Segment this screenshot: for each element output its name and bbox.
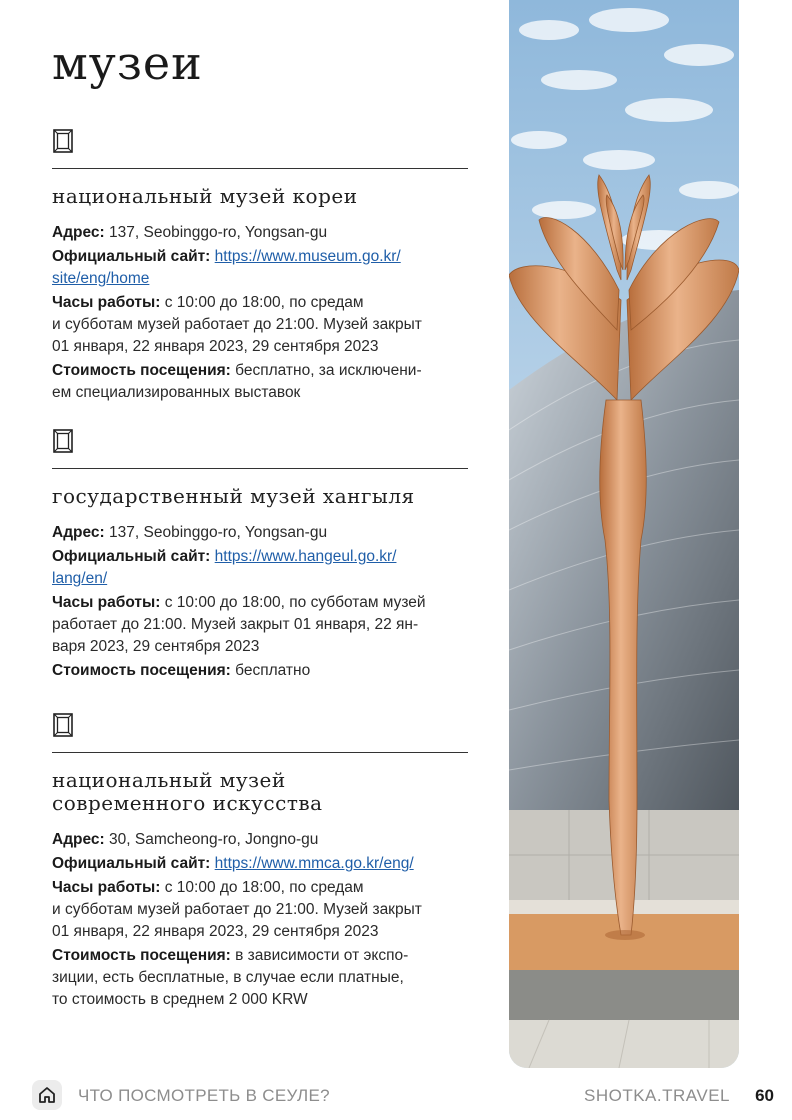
museum-name: национальный музей кореи bbox=[52, 184, 358, 208]
hours-line: Часы работы: с 10:00 до 18:00, по средам и субботам музей работает до 21:00. Музей закрыт 01 января, 22 января 2023, 29 сентября 2023 bbox=[52, 879, 422, 940]
divider bbox=[52, 168, 468, 169]
page-title: музеи bbox=[52, 36, 203, 90]
frame-icon bbox=[52, 428, 74, 454]
footer-section-title: ЧТО ПОСМОТРЕТЬ В СЕУЛЕ? bbox=[78, 1086, 330, 1105]
website-link[interactable]: https://www.hangeul.go.kr/ lang/en/ bbox=[52, 548, 397, 587]
price-line: Стоимость посещения: бесплатно, за исключени- ем специализированных выставок bbox=[52, 362, 422, 401]
museum-section bbox=[52, 428, 468, 684]
website-link[interactable]: https://www.mmca.go.kr/eng/ bbox=[214, 855, 414, 872]
hours-line: Часы работы: с 10:00 до 18:00, по субботам музей работает до 21:00. Музей закрыт 01 января, 22 ян- варя 2023, 29 сентября 2023 bbox=[52, 594, 426, 655]
page-number: 60 bbox=[755, 1086, 774, 1105]
hours-line: Часы работы: с 10:00 до 18:00, по средам и субботам музей работает до 21:00. Музей закрыт 01 января, 22 января 2023, 29 сентября 2023 bbox=[52, 294, 422, 355]
website-line: Официальный сайт: https://www.hangeul.go.kr/ lang/en/ bbox=[52, 548, 397, 587]
museum-name: государственный музей хангыля bbox=[52, 484, 415, 508]
museum-section bbox=[52, 128, 468, 406]
address-line: Адрес: 30, Samcheong-ro, Jongno-gu bbox=[52, 831, 319, 848]
website-link[interactable]: https://www.museum.go.kr/ site/eng/home bbox=[52, 248, 401, 287]
museum-section bbox=[52, 712, 468, 1013]
footer bbox=[0, 1076, 792, 1116]
address-line: Адрес: 137, Seobinggo-ro, Yongsan-gu bbox=[52, 524, 328, 541]
home-button[interactable] bbox=[32, 1080, 62, 1110]
footer-site[interactable]: SHOTKA.TRAVEL bbox=[584, 1086, 730, 1105]
frame-icon bbox=[52, 128, 74, 154]
sculpture-photo bbox=[509, 0, 739, 1068]
price-line: Стоимость посещения: в зависимости от экспо- зиции, есть бесплатные, в случае если платные, то стоимость в среднем 2 000 KRW bbox=[52, 947, 409, 1008]
frame-icon bbox=[52, 712, 74, 738]
website-line: Официальный сайт: https://www.museum.go.kr/ site/eng/home bbox=[52, 248, 401, 287]
divider bbox=[52, 752, 468, 753]
address-line: Адрес: 137, Seobinggo-ro, Yongsan-gu bbox=[52, 224, 328, 241]
website-line: Официальный сайт: https://www.mmca.go.kr/eng/ bbox=[52, 855, 414, 872]
home-icon bbox=[37, 1085, 57, 1105]
museum-name: национальный музей современного искусства bbox=[52, 768, 323, 815]
divider bbox=[52, 468, 468, 469]
price-line: Стоимость посещения: бесплатно bbox=[52, 662, 311, 679]
